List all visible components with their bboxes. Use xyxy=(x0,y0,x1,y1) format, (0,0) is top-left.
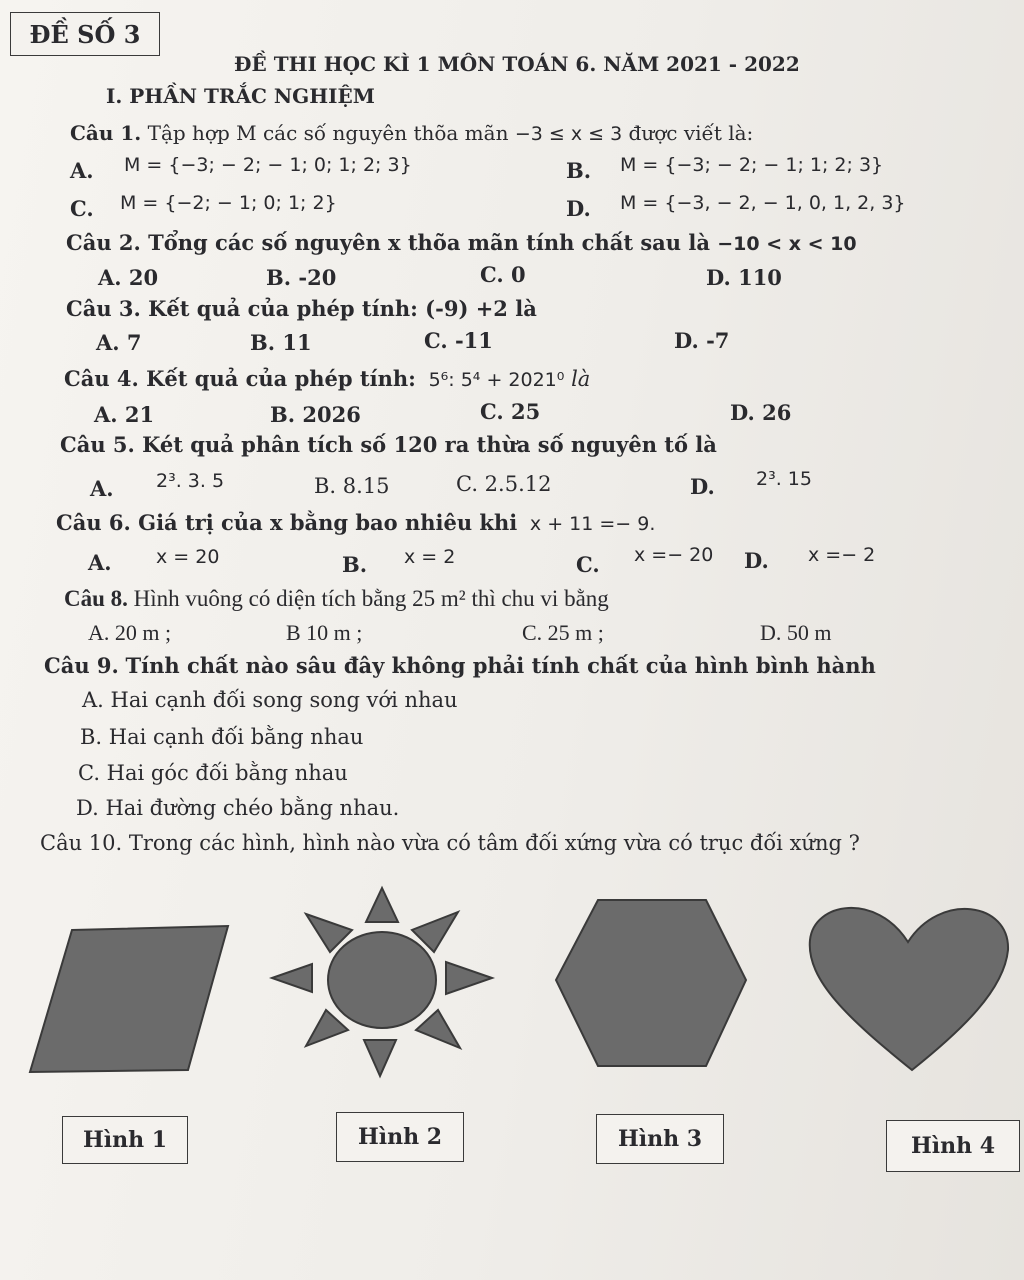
q1-option-b-key: B. xyxy=(566,158,592,183)
exam-number-badge: ĐỀ SỐ 3 xyxy=(10,12,160,56)
q2-option-c: C. 0 xyxy=(480,262,526,287)
q1-option-d-key: D. xyxy=(566,196,591,221)
figure-2-label: Hình 2 xyxy=(336,1112,464,1162)
q6-option-c-key: C. xyxy=(576,552,600,577)
q6-option-d-key: D. xyxy=(744,548,769,573)
q4-option-b: B. 2026 xyxy=(270,402,361,427)
question-8-body: Hình vuông có diện tích bằng 25 m² thì chu vi bằng xyxy=(133,586,609,611)
question-2-body: Câu 2. Tổng các số nguyên x thõa mãn tính chất sau là xyxy=(66,230,710,255)
q2-option-b: B. -20 xyxy=(266,265,337,290)
q6-option-a: x = 20 xyxy=(156,546,220,568)
q1-option-a: M = {−3; − 2; − 1; 0; 1; 2; 3} xyxy=(124,154,412,176)
question-4-expression: 5⁶: 5⁴ + 2021⁰ xyxy=(428,369,565,391)
q9-option-b: B. Hai cạnh đối bằng nhau xyxy=(80,725,364,749)
question-6-condition: x + 11 =− 9. xyxy=(529,513,656,535)
q6-option-a-key: A. xyxy=(88,550,112,575)
q1-option-d: M = {−3, − 2, − 1, 0, 1, 2, 3} xyxy=(620,192,906,214)
question-1-label: Câu 1. xyxy=(70,121,142,145)
question-3-text: Câu 3. Kết quả của phép tính: (-9) +2 là xyxy=(66,296,537,321)
section-heading: I. PHẦN TRẮC NGHIỆM xyxy=(106,84,375,108)
sun-ray-bottom xyxy=(364,1040,396,1076)
q8-option-b: B 10 m ; xyxy=(286,620,363,645)
q4-option-c: C. 25 xyxy=(480,399,541,424)
q3-option-b: B. 11 xyxy=(250,330,312,355)
question-9-body: Tính chất nào sâu đây không phải tính chất của hình bình hành xyxy=(125,653,876,678)
sun-ray-bottom-right xyxy=(416,1010,460,1048)
question-1-condition: −3 ≤ x ≤ 3 xyxy=(514,123,623,145)
question-5-text: Câu 5. Két quả phân tích số 120 ra thừa số nguyên tố là xyxy=(60,432,717,457)
question-6-body: Câu 6. Giá trị của x bằng bao nhiêu khi xyxy=(56,510,518,535)
q3-option-a: A. 7 xyxy=(96,330,142,355)
q5-option-c: C. 2.5.12 xyxy=(456,472,552,496)
q3-option-d: D. -7 xyxy=(674,328,730,353)
q5-option-b: B. 8.15 xyxy=(314,474,390,498)
question-4-body: Câu 4. Kết quả của phép tính: xyxy=(64,366,416,391)
q8-option-d: D. 50 m xyxy=(760,620,832,645)
q2-option-a: A. 20 xyxy=(98,265,159,290)
q2-option-d: D. 110 xyxy=(706,265,782,290)
q6-option-b-key: B. xyxy=(342,552,368,577)
q6-option-b: x = 2 xyxy=(404,546,456,568)
sun-ray-right xyxy=(446,962,492,994)
q9-option-c: C. Hai góc đối bằng nhau xyxy=(78,761,348,785)
q5-option-d: 2³. 15 xyxy=(756,468,812,490)
figure-3-hexagon xyxy=(556,900,746,1066)
q5-option-a: 2³. 3. 5 xyxy=(156,470,225,492)
q3-option-c: C. -11 xyxy=(424,328,493,353)
exam-title: ĐỀ THI HỌC KÌ 1 MÔN TOÁN 6. NĂM 2021 - 2022 xyxy=(234,52,800,76)
figure-4-heart xyxy=(810,908,1008,1070)
q8-option-a: A. 20 m ; xyxy=(88,620,172,645)
question-2-condition: −10 < x < 10 xyxy=(717,233,857,255)
q4-option-d: D. 26 xyxy=(730,400,792,425)
question-9-label: Câu 9. xyxy=(44,653,119,678)
sun-ray-top xyxy=(366,888,398,922)
q9-option-d: D. Hai đường chéo bằng nhau. xyxy=(76,796,400,820)
q1-option-a-key: A. xyxy=(70,158,94,183)
q9-option-a: A. Hai cạnh đối song song với nhau xyxy=(82,688,458,712)
q1-option-c: M = {−2; − 1; 0; 1; 2} xyxy=(120,192,337,214)
q6-option-c: x =− 20 xyxy=(634,544,714,566)
figure-2-sun xyxy=(272,888,492,1076)
q1-option-c-key: C. xyxy=(70,196,94,221)
q8-option-c: C. 25 m ; xyxy=(522,620,604,645)
q1-option-b: M = {−3; − 2; − 1; 1; 2; 3} xyxy=(620,154,884,176)
question-1-tail: được viết là: xyxy=(628,121,754,145)
q6-option-d: x =− 2 xyxy=(808,544,876,566)
sun-center-circle xyxy=(328,932,436,1028)
q4-option-a: A. 21 xyxy=(94,402,155,427)
sun-ray-bottom-left xyxy=(306,1010,348,1046)
question-8-label: Câu 8. xyxy=(64,586,128,611)
q5-option-a-key: A. xyxy=(90,476,114,501)
figure-3-label: Hình 3 xyxy=(596,1114,724,1164)
question-4-tail: là xyxy=(571,367,591,391)
question-10-text: Câu 10. Trong các hình, hình nào vừa có tâm đối xứng vừa có trục đối xứng ? xyxy=(40,831,860,855)
figure-1-label: Hình 1 xyxy=(62,1116,188,1164)
question-1-body: Tập hợp M các số nguyên thõa mãn xyxy=(147,121,509,145)
figure-4-label: Hình 4 xyxy=(886,1120,1020,1172)
q5-option-d-key: D. xyxy=(690,474,715,499)
sun-ray-left xyxy=(272,964,312,992)
figure-1-parallelogram xyxy=(30,926,228,1072)
